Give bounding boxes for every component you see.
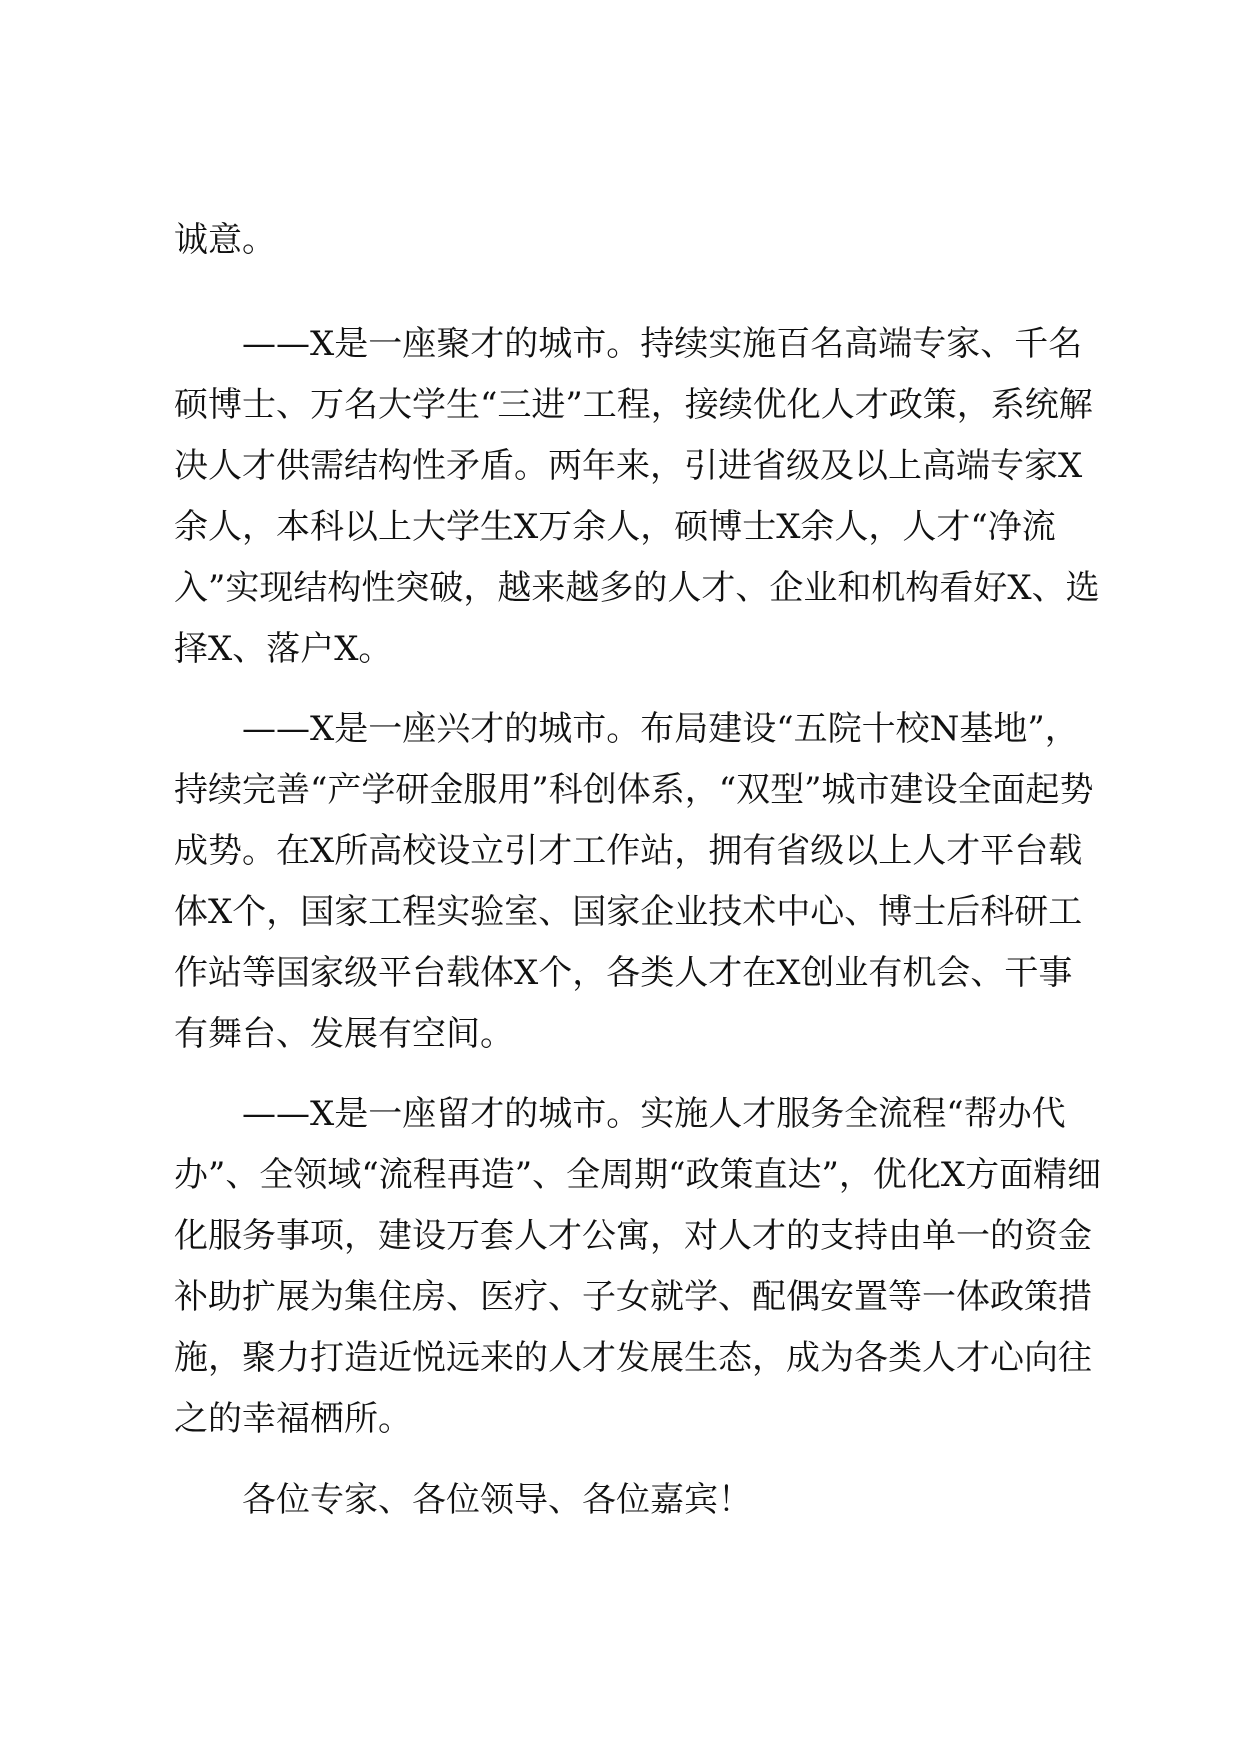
paragraph-continuation	[174, 210, 1104, 271]
paragraph-text: 诚意。	[174, 220, 276, 260]
paragraph-text: ——X是一座留才的城市。实施人才服务全流程“帮办代办”、全领域“流程再造”、全周期“政策直达”，优化X方面精细化服务事项，建设万套人才公寓，对人才的支持由单一的资金补助扩展为集住房、医疗、子女就学、配偶安置等一体政策措施，聚力打造近悦远来的人才发展生态，成为各类人才心向往之的幸福栖所。	[174, 1094, 1102, 1439]
paragraph-text: 各位专家、各位领导、各位嘉宾！	[242, 1480, 752, 1520]
paragraph-talent-retention	[174, 1084, 1104, 1450]
paragraph-greeting	[174, 1470, 1104, 1531]
paragraph-text: ——X是一座聚才的城市。持续实施百名高端专家、千名硕博士、万名大学生“三进”工程，接续优化人才政策，系统解决人才供需结构性矛盾。两年来，引进省级及以上高端专家X余人，本科以上大学生X万余人，硕博士X余人，人才“净流入”实现结构性突破，越来越多的人才、企业和机构看好X、选择X、落户X。	[174, 324, 1100, 669]
paragraph-talent-gathering	[174, 314, 1104, 680]
paragraph-text: ——X是一座兴才的城市。布局建设“五院十校N基地”，持续完善“产学研金服用”科创体系，“双型”城市建设全面起势成势。在X所高校设立引才工作站，拥有省级以上人才平台载体X个，国家工程实验室、国家企业技术中心、博士后科研工作站等国家级平台载体X个，各类人才在X创业有机会、干事有舞台、发展有空间。	[174, 709, 1094, 1054]
paragraph-talent-development	[174, 699, 1104, 1065]
